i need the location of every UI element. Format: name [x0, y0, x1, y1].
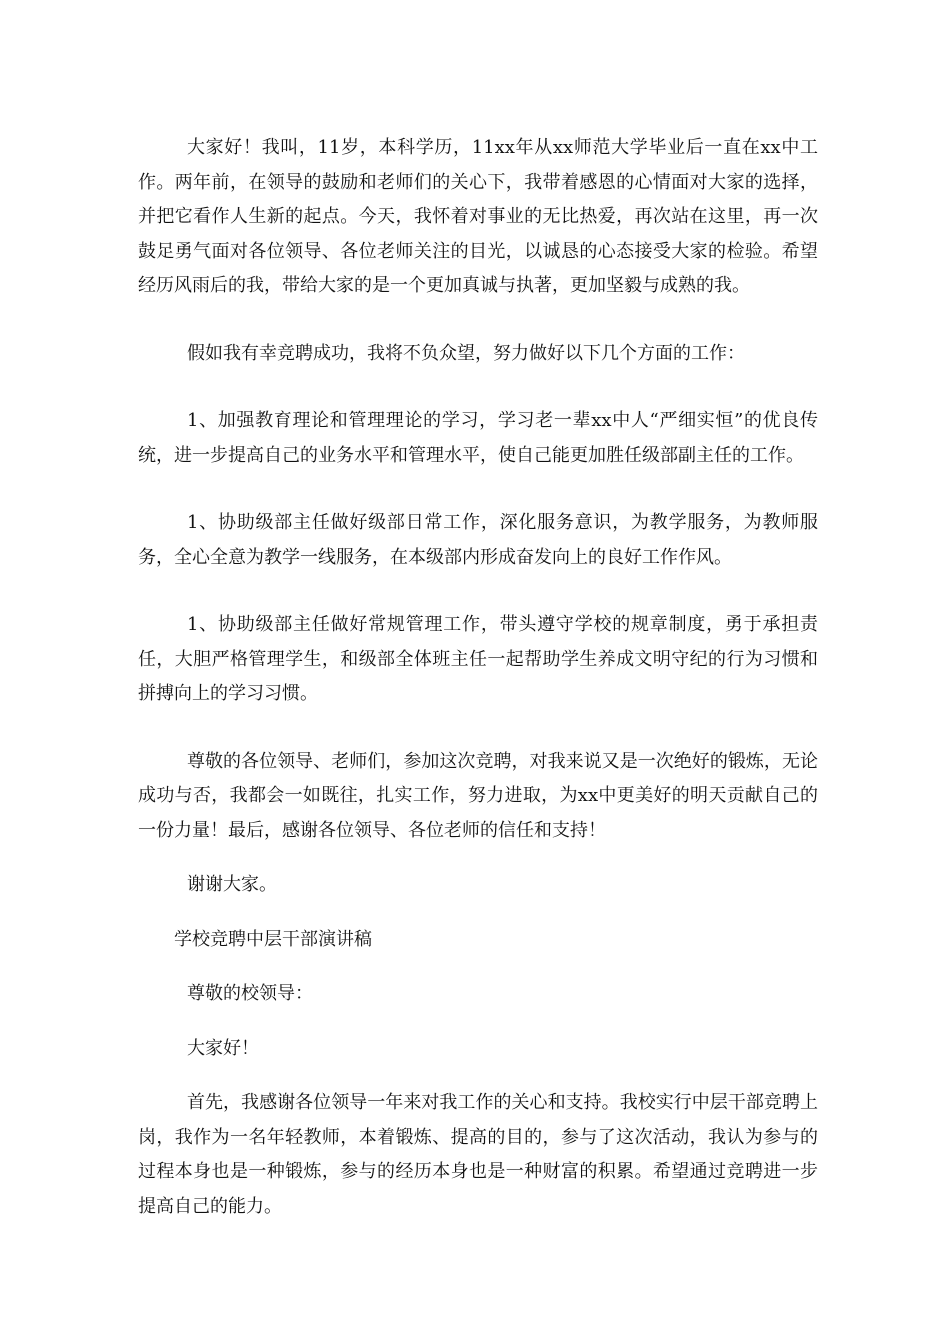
paragraph-plan-intro: 假如我有幸竞聘成功，我将不负众望，努力做好以下几个方面的工作：: [186, 342, 745, 364]
paragraph-item-2: 1、协助级部主任做好级部日常工作，深化服务意识，为教学服务，为教师服务，全心全意为教学一线服务，在本级部内形成奋发向上的良好工作作风。: [138, 512, 818, 568]
paragraph-greeting: 大家好！: [186, 1037, 259, 1059]
paragraph-intro: 大家好！我叫，11岁，本科学历，11xx年从xx师范大学毕业后一直在xx中工作。两年前，在领导的鼓励和老师们的关心下，我带着感恩的心情面对大家的选择，并把它看作人生新的起点。今天，我怀着对事业的无比热爱，再次站在这里，再一次鼓足勇气面对各位领导、各位老师关注的目光，以诚恳的心态接受大家的检验。希望经历风雨后的我，带给大家的是一个更加真诚与执著，更加坚毅与成熟的我。: [138, 137, 818, 296]
document-body: [138, 131, 818, 1224]
paragraph-closing: 尊敬的各位领导、老师们，参加这次竞聘，对我来说又是一次绝好的锻炼，无论成功与否，我都会一如既往，扎实工作，努力进取，为xx中更美好的明天贡献自己的一份力量！最后，感谢各位领导、各位老师的信任和支持！: [138, 750, 818, 841]
section-title: 学校竞聘中层干部演讲稿: [174, 928, 372, 950]
paragraph-salutation: 尊敬的校领导：: [186, 983, 313, 1004]
paragraph-item-1: 1、加强教育理论和管理理论的学习，学习老一辈xx中人“严细实恒”的优良传统，进一步提高自己的业务水平和管理水平，使自己能更加胜任级部副主任的工作。: [138, 410, 818, 466]
paragraph-opening: 首先，我感谢各位领导一年来对我工作的关心和支持。我校实行中层干部竞聘上岗，我作为一名年轻教师，本着锻炼、提高的目的，参与了这次活动，我认为参与的过程本身也是一种锻炼，参与的经历本身也是一种财富的积累。希望通过竞聘进一步提高自己的能力。: [138, 1092, 818, 1217]
paragraph-thanks: 谢谢大家。: [186, 874, 277, 895]
paragraph-item-3: 1、协助级部主任做好常规管理工作，带头遵守学校的规章制度，勇于承担责任，大胆严格管理学生，和级部全体班主任一起帮助学生养成文明守纪的行为习惯和拼搏向上的学习习惯。: [138, 614, 818, 704]
